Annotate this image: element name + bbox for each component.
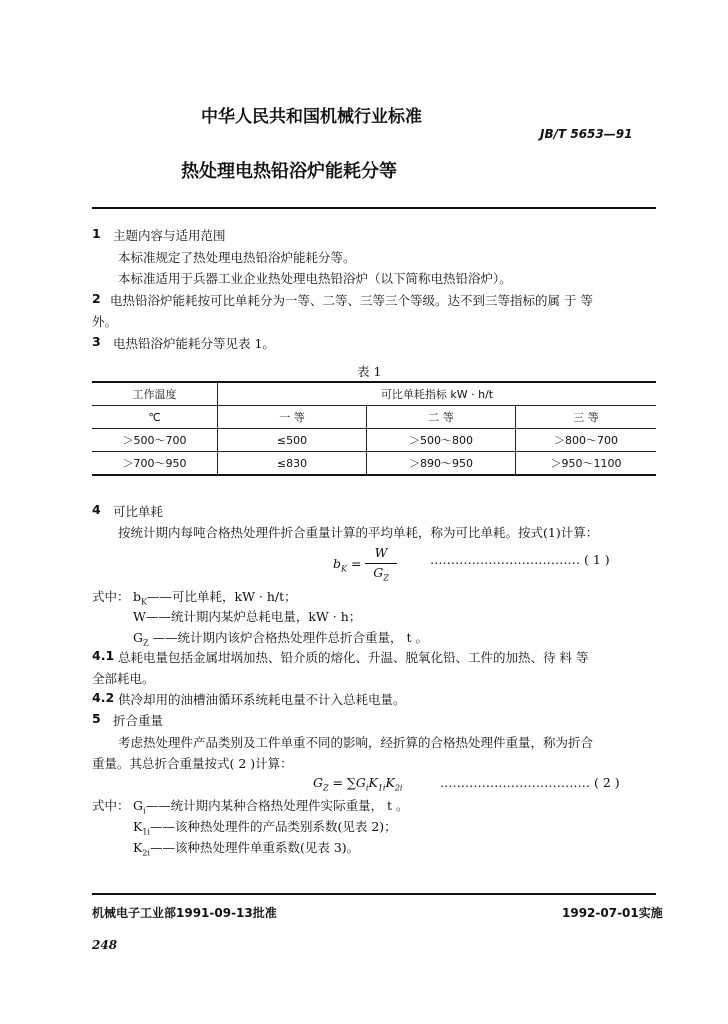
def-bk: $b_K——$可比单耗，kW · h/t； [133, 589, 297, 607]
equation-1-fraction-bar [365, 563, 397, 564]
table-cell: ≤830 [218, 452, 367, 476]
section-5-title: 折合重量 [113, 713, 164, 728]
page-title: 热处理电热铅浴炉能耗分等 [181, 161, 397, 182]
section-3-text: 电热铅浴炉能耗分等见表 1。 [113, 336, 275, 351]
section-4-1-number: 4.1 [92, 648, 115, 663]
section-4-2-number: 4.2 [92, 690, 115, 705]
section-4-2-text: 供冷却用的油槽油循环系统耗电量不计入总耗电量。 [118, 692, 406, 707]
where-label-2: 式中： [92, 798, 130, 813]
col-header-span: 可比单耗指标 kW · h/t [218, 382, 657, 406]
grade-header-3: 三 等 [516, 406, 657, 429]
equation-2: $G_Z = \sum G_iK_{1i}K_{2i}$ [313, 775, 403, 793]
equation-1-label: ……………………………… ( 1 ) [430, 552, 610, 567]
section-1-para-1: 本标准规定了热处理电热铅浴炉能耗分等。 [118, 250, 356, 265]
section-5-number: 5 [92, 711, 101, 726]
section-5-para-1: 考虑热处理件产品类别及工件单重不同的影响，经折算的合格热处理件重量，称为折合 [118, 735, 594, 750]
table-1 [92, 381, 656, 476]
section-4-1-line-2: 全部耗电。 [92, 671, 155, 686]
equation-1-lhs: $b_K$ = [333, 556, 362, 574]
col-header-unit: ℃ [92, 406, 218, 429]
standard-code: JB/T 5653—91 [540, 127, 633, 141]
table-cell: ≤500 [218, 429, 367, 452]
equation-2-label: ……………………………… ( 2 ) [440, 775, 620, 790]
def-gz: $G_Z$ ——统计期内该炉合格热处理件总折合重量， t 。 [133, 630, 429, 648]
table-cell: ＞800～700 [516, 429, 657, 452]
def-gi: $G_i——$统计期内某种合格热处理件实际重量， t 。 [133, 798, 409, 816]
def-k1i: $K_{1i}——$该种热处理件的产品类别系数(见表 2)； [133, 819, 397, 837]
standard-category: 中华人民共和国机械行业标准 [201, 107, 422, 127]
table-1-caption: 表 1 [357, 364, 382, 379]
section-1-para-2: 本标准适用于兵器工业企业热处理电热铅浴炉（以下简称电热铅浴炉）。 [118, 271, 512, 286]
section-2-number: 2 [92, 291, 101, 306]
section-1-number: 1 [92, 226, 101, 241]
table-cell: ＞500～700 [92, 429, 218, 452]
section-4-title: 可比单耗 [113, 504, 164, 519]
section-4-1-line-1: 总耗电量包括金属坩埚加热、铅介质的熔化、升温、脱氧化铅、工件的加热、待 料 等 [118, 650, 589, 665]
grade-header-1: 一 等 [218, 406, 367, 429]
table-row [92, 452, 656, 476]
col-header-temperature: 工作温度 [92, 382, 218, 406]
grade-header-2: 二 等 [367, 406, 516, 429]
page-number: 248 [92, 938, 118, 952]
section-1-title: 主题内容与适用范围 [113, 228, 226, 243]
approval-line: 机械电子工业部1991-09-13批准 [92, 906, 277, 920]
section-4-para: 按统计期内每吨合格热处理件折合重量计算的平均单耗，称为可比单耗。按式(1)计算： [118, 525, 599, 540]
table-cell: ＞890～950 [367, 452, 516, 476]
section-4-number: 4 [92, 502, 101, 517]
where-label-1: 式中： [92, 589, 130, 604]
table-row [92, 429, 656, 452]
equation-1-numerator: W [374, 545, 388, 560]
section-3-number: 3 [92, 334, 101, 349]
table-cell: ＞950～1100 [516, 452, 657, 476]
def-w: W——统计期内某炉总耗电量，kW · h； [133, 609, 362, 624]
section-5-para-2: 重量。其总折合重量按式( 2 )计算： [92, 756, 293, 771]
equation-1-denominator: $G_Z$ [373, 565, 389, 583]
section-2-line-2: 外。 [92, 314, 118, 329]
table-cell: ＞500～800 [367, 429, 516, 452]
header-rule [92, 207, 656, 209]
effective-date: 1992-07-01实施 [562, 906, 663, 920]
section-2-line-1: 电热铅浴炉能耗按可比单耗分为一等、二等、三等三个等级。达不到三等指标的属 于 等 [110, 293, 593, 308]
def-k2i: $K_{2i}——$该种热处理件单重系数(见表 3)。 [133, 840, 360, 858]
footer-rule [92, 893, 656, 895]
table-cell: ＞700～950 [92, 452, 218, 476]
